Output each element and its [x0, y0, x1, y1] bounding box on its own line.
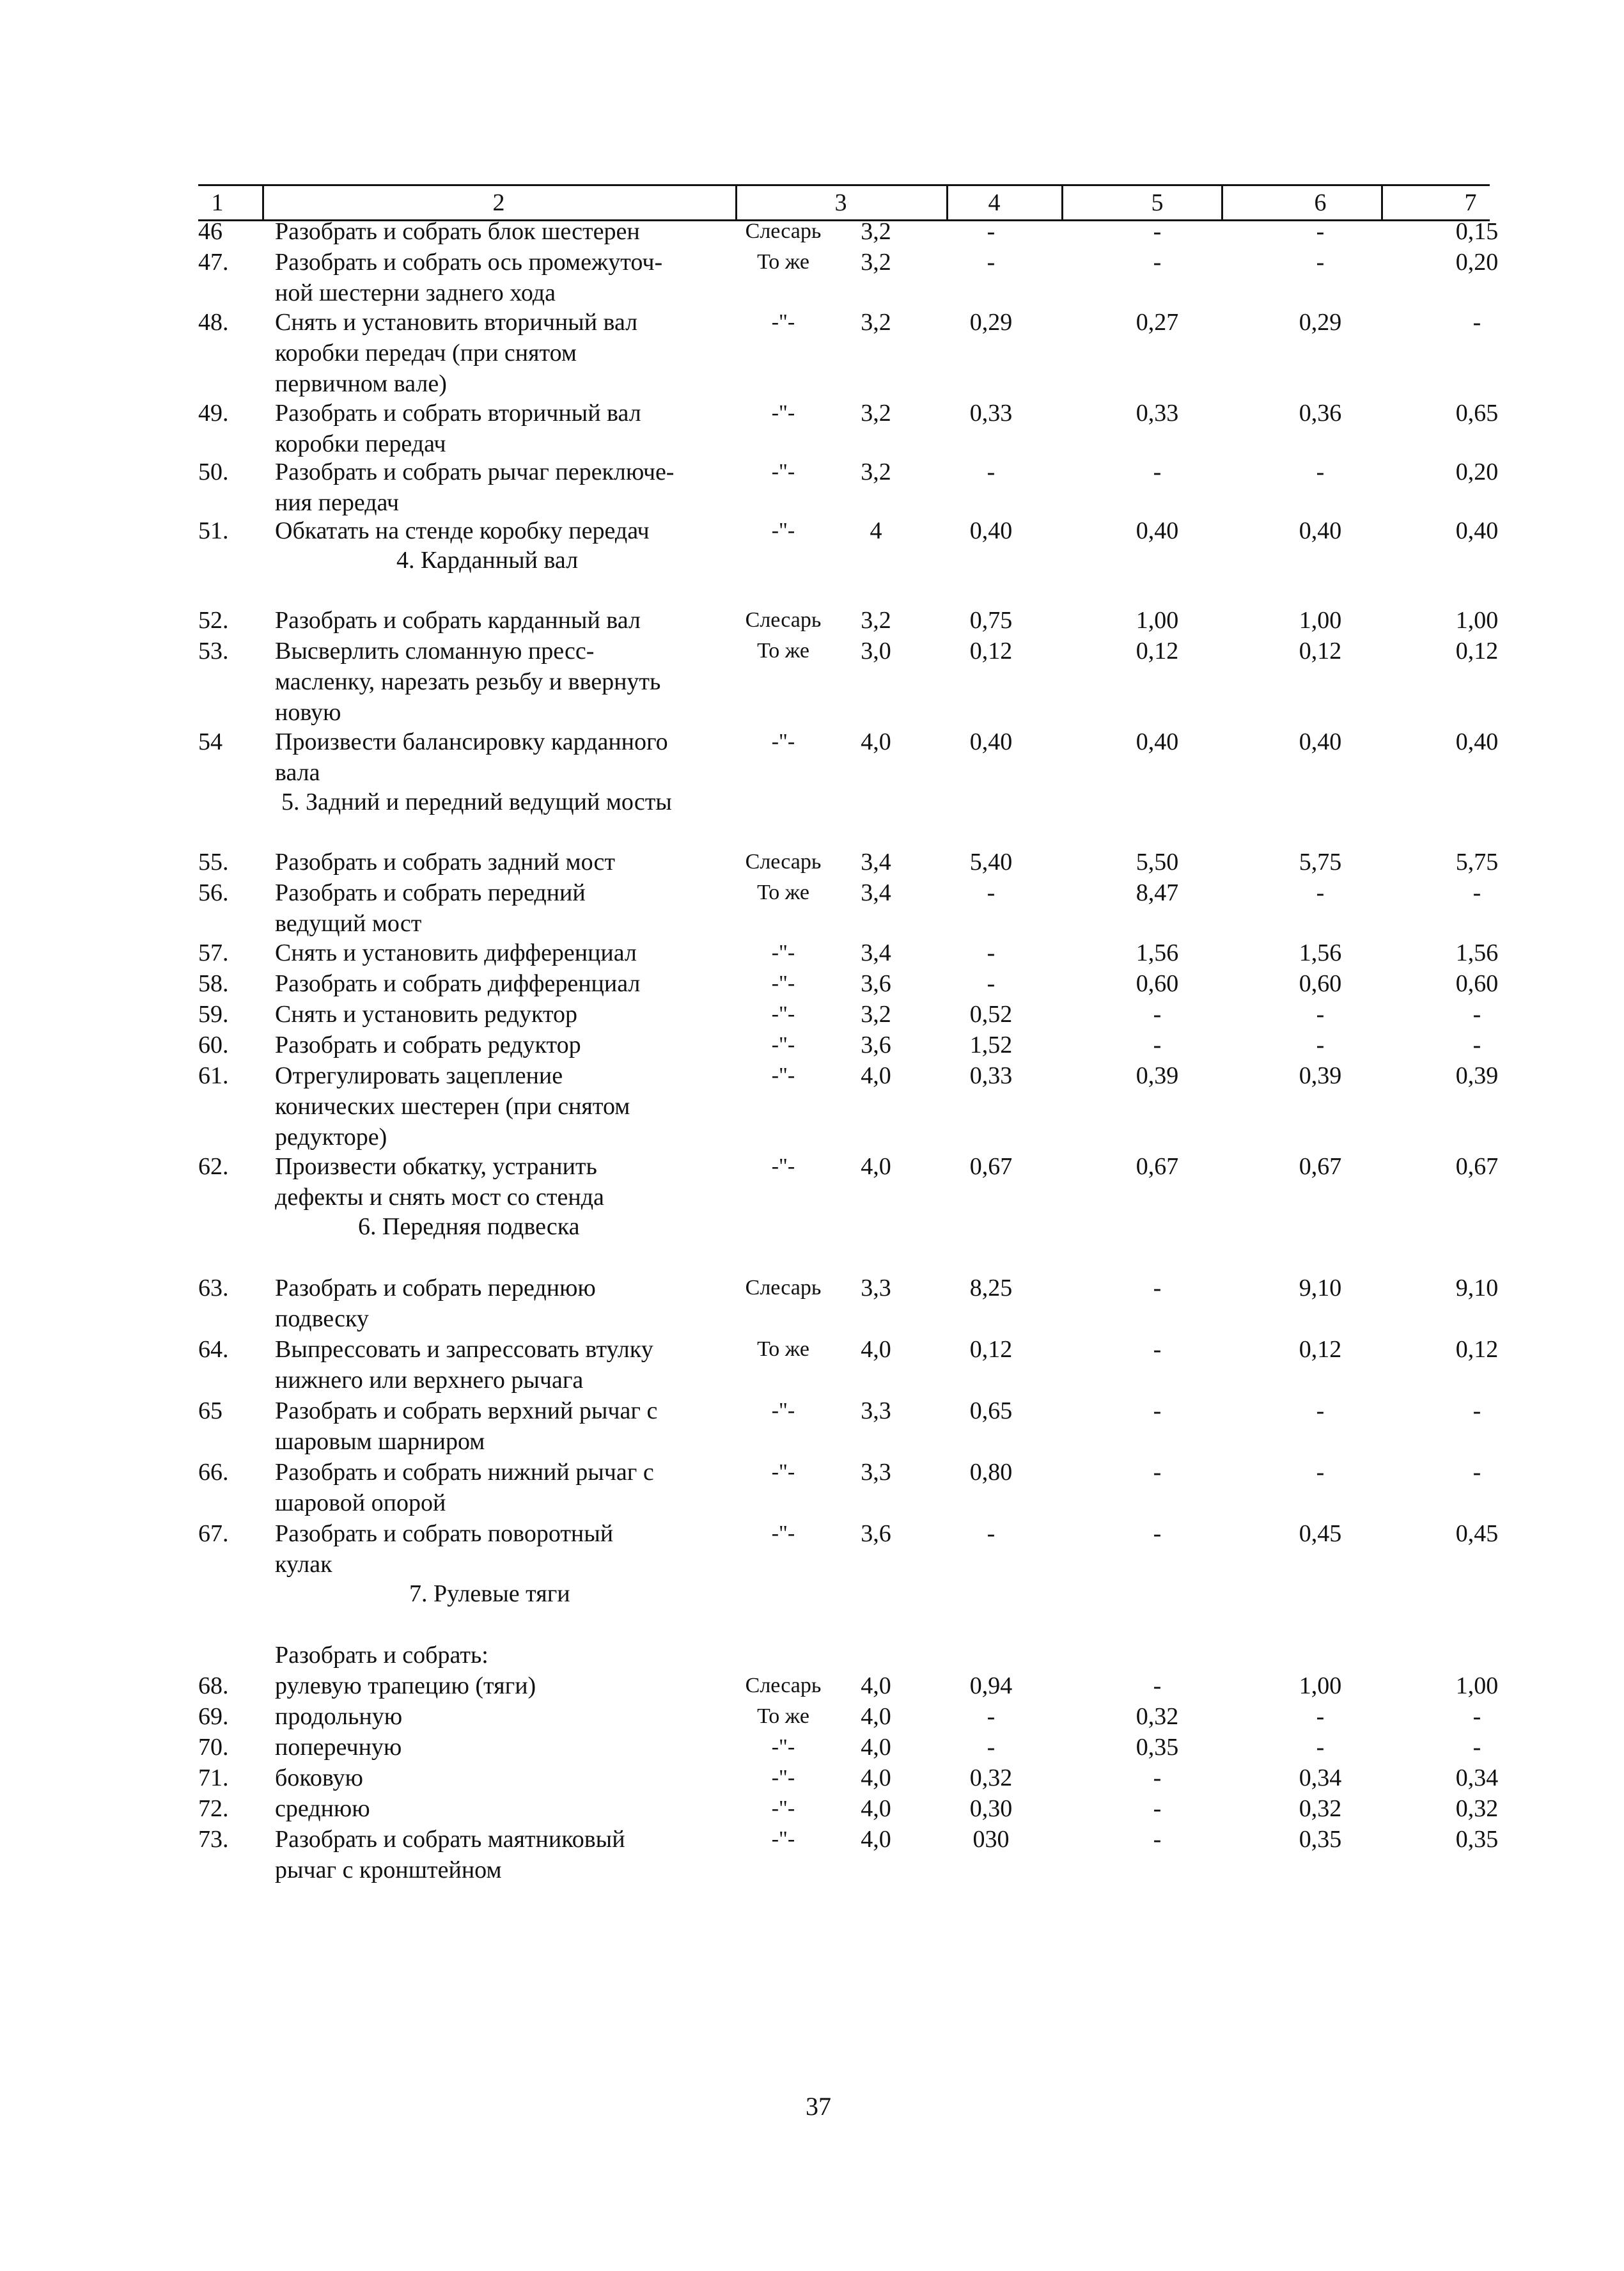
value-col-7: 0,34: [1455, 1764, 1499, 1791]
header-divider: [735, 186, 737, 219]
row-number: 72.: [198, 1795, 229, 1822]
operation-name-line: боковую: [275, 1764, 363, 1791]
value-col-6: 1,00: [1299, 1672, 1342, 1699]
value-col-4: 0,94: [969, 1672, 1013, 1699]
operation-name-line: Снять и установить редуктор: [275, 1001, 578, 1028]
value-col-7: 0,12: [1455, 1336, 1499, 1363]
operation-name-line: среднюю: [275, 1795, 370, 1822]
value-col-6: -: [1316, 1734, 1325, 1761]
operation-name-line: ния передач: [275, 489, 400, 516]
profession: -"-: [771, 401, 795, 425]
operation-name-line: Произвести обкатку, устранить: [275, 1153, 597, 1180]
row-number: 70.: [198, 1734, 229, 1761]
operation-name-line: коробки передач (при снятом: [275, 340, 577, 366]
value-col-6: 0,29: [1299, 309, 1342, 336]
value-col-5: 0,12: [1136, 638, 1179, 664]
operation-name: [275, 1334, 722, 1395]
header-divider: [262, 186, 264, 219]
value-col-5: 0,39: [1136, 1062, 1179, 1089]
grade: 3,6: [861, 970, 891, 997]
value-col-4: 0,33: [969, 1062, 1013, 1089]
value-col-7: 0,39: [1455, 1062, 1499, 1089]
profession: Слесарь: [745, 850, 822, 874]
row-number: 56.: [198, 879, 229, 906]
value-col-4: 0,65: [969, 1397, 1013, 1424]
value-col-5: -: [1153, 249, 1162, 276]
value-col-4: 0,32: [969, 1764, 1013, 1791]
header-cell: 1: [211, 189, 224, 216]
grade: 3,3: [861, 1397, 891, 1424]
value-col-7: 0,60: [1455, 970, 1499, 997]
value-col-5: 0,40: [1136, 517, 1179, 544]
value-col-4: -: [987, 218, 995, 245]
value-col-5: 0,40: [1136, 728, 1179, 755]
operation-name: [275, 307, 722, 399]
grade: 4,0: [861, 1672, 891, 1699]
value-col-7: -: [1472, 1001, 1481, 1028]
value-col-5: 1,56: [1136, 939, 1179, 966]
value-col-6: 0,12: [1299, 638, 1342, 664]
value-col-7: -: [1472, 309, 1481, 336]
grade: 3,3: [861, 1275, 891, 1301]
value-col-4: 030: [972, 1826, 1010, 1853]
operation-name-line: Разобрать и собрать маятниковый: [275, 1826, 625, 1853]
value-col-4: -: [987, 1703, 995, 1730]
operation-name-line: Произвести балансировку карданного: [275, 728, 668, 755]
value-col-4: 0,33: [969, 400, 1013, 427]
operation-name-line: поперечную: [275, 1734, 402, 1761]
value-col-4: 0,52: [969, 1001, 1013, 1028]
value-col-7: 0,20: [1455, 459, 1499, 485]
section-heading: 5. Задний и передний ведущий мосты: [281, 789, 672, 815]
operation-name-line: масленку, нарезать резьбу и ввернуть: [275, 668, 661, 695]
row-number: 66.: [198, 1459, 229, 1486]
value-col-6: -: [1316, 1397, 1325, 1424]
operation-name-line: Высверлить сломанную пресс-: [275, 638, 595, 664]
value-col-7: 0,67: [1455, 1153, 1499, 1180]
operation-name-line: Разобрать и собрать задний мост: [275, 849, 615, 876]
value-col-6: 0,12: [1299, 1336, 1342, 1363]
operation-name-line: рулевую трапецию (тяги): [275, 1672, 536, 1699]
value-col-5: -: [1153, 1764, 1162, 1791]
value-col-4: -: [987, 459, 995, 485]
profession: То же: [757, 1337, 809, 1361]
grade: 3,6: [861, 1520, 891, 1547]
operation-name-line: Разобрать и собрать вторичный вал: [275, 400, 641, 427]
operation-name: [275, 877, 722, 939]
grade: 3,4: [861, 939, 891, 966]
value-col-6: 0,39: [1299, 1062, 1342, 1089]
row-number: 57.: [198, 939, 229, 966]
value-col-5: -: [1153, 1001, 1162, 1028]
grade: 3,2: [861, 249, 891, 276]
profession: -"-: [771, 1796, 795, 1820]
profession: Слесарь: [745, 219, 822, 243]
operation-name-line: Разобрать и собрать:: [275, 1642, 488, 1669]
operation-name-line: ной шестерни заднего хода: [275, 279, 556, 306]
value-col-7: -: [1472, 1703, 1481, 1730]
operation-name-line: ведущий мост: [275, 910, 422, 937]
value-col-6: 5,75: [1299, 849, 1342, 876]
value-col-6: 1,00: [1299, 607, 1342, 634]
operation-name-line: Разобрать и собрать блок шестерен: [275, 218, 640, 245]
profession: Слесарь: [745, 1276, 822, 1300]
grade: 3,4: [861, 879, 891, 906]
row-number: 54: [198, 728, 223, 755]
value-col-6: -: [1316, 1001, 1325, 1028]
operation-name-line: рычаг с кронштейном: [275, 1857, 502, 1883]
value-col-7: 0,65: [1455, 400, 1499, 427]
value-col-6: 0,67: [1299, 1153, 1342, 1180]
value-col-5: 0,60: [1136, 970, 1179, 997]
operation-name: [275, 938, 722, 968]
value-col-4: -: [987, 879, 995, 906]
operation-name-line: шаровым шарниром: [275, 1428, 485, 1455]
value-col-7: 0,32: [1455, 1795, 1499, 1822]
row-number: 63.: [198, 1275, 229, 1301]
operation-name-line: дефекты и снять мост со стенда: [275, 1184, 604, 1211]
grade: 3,6: [861, 1032, 891, 1058]
grade: 4,0: [861, 1703, 891, 1730]
operation-name-line: Разобрать и собрать переднюю: [275, 1275, 596, 1301]
value-col-4: 0,75: [969, 607, 1013, 634]
operation-name-line: Разобрать и собрать передний: [275, 879, 586, 906]
profession: -"-: [771, 1064, 795, 1087]
profession: То же: [757, 881, 809, 904]
operation-name: [275, 999, 722, 1030]
value-col-7: 0,15: [1455, 218, 1499, 245]
operation-name: [275, 247, 722, 308]
operation-name: [275, 636, 722, 728]
value-col-7: 1,00: [1455, 607, 1499, 634]
profession: -"-: [771, 1002, 795, 1026]
value-col-4: 8,25: [969, 1275, 1013, 1301]
value-col-5: 0,32: [1136, 1703, 1179, 1730]
grade: 3,2: [861, 218, 891, 245]
header-cell: 3: [834, 189, 847, 216]
operation-name-line: Разобрать и собрать редуктор: [275, 1032, 581, 1058]
profession: -"-: [771, 1154, 795, 1178]
row-number: 64.: [198, 1336, 229, 1363]
value-col-4: 0,12: [969, 1336, 1013, 1363]
grade: 4,0: [861, 1795, 891, 1822]
value-col-6: 9,10: [1299, 1275, 1342, 1301]
value-col-4: 0,29: [969, 309, 1013, 336]
header-cell: 2: [492, 189, 505, 216]
value-col-6: 0,32: [1299, 1795, 1342, 1822]
row-number: 51.: [198, 517, 229, 544]
value-col-4: 0,67: [969, 1153, 1013, 1180]
value-col-7: 0,40: [1455, 517, 1499, 544]
operation-name: [275, 398, 722, 459]
value-col-7: 0,45: [1455, 1520, 1499, 1547]
row-number: 46: [198, 218, 223, 245]
row-number: 48.: [198, 309, 229, 336]
grade: 4,0: [861, 1336, 891, 1363]
operation-name: [275, 1030, 722, 1060]
value-col-6: -: [1316, 1703, 1325, 1730]
operation-name: [275, 1060, 722, 1152]
row-number: 68.: [198, 1672, 229, 1699]
profession: То же: [757, 250, 809, 274]
header-cell: 6: [1314, 189, 1327, 216]
value-col-7: 0,20: [1455, 249, 1499, 276]
grade: 4,0: [861, 1734, 891, 1761]
value-col-6: 0,40: [1299, 517, 1342, 544]
operation-name: [275, 1732, 722, 1763]
value-col-4: 0,80: [969, 1459, 1013, 1486]
row-number: 61.: [198, 1062, 229, 1089]
operation-name-line: шаровой опорой: [275, 1489, 446, 1516]
grade: 3,4: [861, 849, 891, 876]
row-number: 60.: [198, 1032, 229, 1058]
value-col-6: 0,40: [1299, 728, 1342, 755]
value-col-5: -: [1153, 1795, 1162, 1822]
row-number: 55.: [198, 849, 229, 876]
header-cell: 5: [1151, 189, 1164, 216]
grade: 4,0: [861, 1764, 891, 1791]
grade: 3,3: [861, 1459, 891, 1486]
operation-name-line: вала: [275, 759, 320, 786]
value-col-5: -: [1153, 218, 1162, 245]
operation-name-line: Разобрать и собрать ось промежуточ-: [275, 249, 663, 276]
operation-name: [275, 1273, 722, 1334]
operation-name: [275, 605, 722, 636]
value-col-5: -: [1153, 1032, 1162, 1058]
value-col-7: -: [1472, 1734, 1481, 1761]
row-number: 50.: [198, 459, 229, 485]
value-col-6: -: [1316, 218, 1325, 245]
value-col-4: 5,40: [969, 849, 1013, 876]
value-col-5: 0,33: [1136, 400, 1179, 427]
operation-name: [275, 847, 722, 877]
profession: -"-: [771, 519, 795, 542]
operation-name: [275, 1640, 722, 1670]
row-number: 52.: [198, 607, 229, 634]
profession: Слесарь: [745, 1674, 822, 1697]
row-number: 62.: [198, 1153, 229, 1180]
operation-name: [275, 1670, 722, 1701]
value-col-5: 0,27: [1136, 309, 1179, 336]
operation-name: [275, 1763, 722, 1793]
operation-name-line: Отрегулировать зацепление: [275, 1062, 563, 1089]
operation-name-line: нижнего или верхнего рычага: [275, 1367, 584, 1394]
value-col-5: -: [1153, 1397, 1162, 1424]
value-col-7: 0,40: [1455, 728, 1499, 755]
value-col-4: -: [987, 970, 995, 997]
header-divider: [946, 186, 948, 219]
profession: -"-: [771, 1521, 795, 1545]
operation-name: [275, 1793, 722, 1824]
operation-name-line: Снять и установить вторичный вал: [275, 309, 638, 336]
value-col-7: 0,35: [1455, 1826, 1499, 1853]
value-col-4: 0,40: [969, 517, 1013, 544]
grade: 3,2: [861, 1001, 891, 1028]
profession: -"-: [771, 1399, 795, 1422]
operation-name-line: редукторе): [275, 1124, 387, 1151]
value-col-6: 1,56: [1299, 939, 1342, 966]
operation-name-line: кулак: [275, 1551, 332, 1578]
profession: То же: [757, 639, 809, 663]
operation-name-line: новую: [275, 699, 341, 726]
profession: -"-: [771, 1827, 795, 1851]
operation-name-line: Разобрать и собрать дифференциал: [275, 970, 641, 997]
value-col-4: -: [987, 939, 995, 966]
header-cell: 7: [1464, 189, 1477, 216]
operation-name-line: Снять и установить дифференциал: [275, 939, 637, 966]
page-number: 37: [806, 2092, 831, 2121]
row-number: 58.: [198, 970, 229, 997]
value-col-6: -: [1316, 1032, 1325, 1058]
grade: 3,2: [861, 400, 891, 427]
value-col-5: -: [1153, 1336, 1162, 1363]
row-number: 59.: [198, 1001, 229, 1028]
value-col-4: -: [987, 1734, 995, 1761]
row-number: 73.: [198, 1826, 229, 1853]
operation-name-line: коробки передач: [275, 430, 446, 457]
value-col-7: -: [1472, 1397, 1481, 1424]
grade: 4: [870, 517, 882, 544]
value-col-4: -: [987, 249, 995, 276]
operation-name: [275, 1701, 722, 1732]
value-col-5: -: [1153, 459, 1162, 485]
value-col-4: 0,30: [969, 1795, 1013, 1822]
header-cell: 4: [988, 189, 1001, 216]
value-col-4: 0,40: [969, 728, 1013, 755]
value-col-7: 0,12: [1455, 638, 1499, 664]
header-divider: [1221, 186, 1223, 219]
row-number: 69.: [198, 1703, 229, 1730]
value-col-7: -: [1472, 1459, 1481, 1486]
grade: 4,0: [861, 1153, 891, 1180]
value-col-5: -: [1153, 1826, 1162, 1853]
grade: 4,0: [861, 1062, 891, 1089]
profession: То же: [757, 1704, 809, 1728]
value-col-7: -: [1472, 1032, 1481, 1058]
profession: -"-: [771, 310, 795, 334]
operation-name: [275, 515, 722, 546]
operation-name: [275, 1395, 722, 1457]
value-col-5: -: [1153, 1672, 1162, 1699]
section-heading: 4. Карданный вал: [396, 547, 579, 574]
operation-name: [275, 1457, 722, 1518]
operation-name: [275, 457, 722, 518]
value-col-4: 1,52: [969, 1032, 1013, 1058]
profession: Слесарь: [745, 608, 822, 632]
operation-name-line: Обкатать на стенде коробку передач: [275, 517, 650, 544]
row-number: 67.: [198, 1520, 229, 1547]
operation-name-line: подвеску: [275, 1305, 369, 1332]
operation-name-line: первичном вале): [275, 370, 447, 397]
value-col-5: 0,35: [1136, 1734, 1179, 1761]
profession: -"-: [771, 1033, 795, 1057]
value-col-7: 1,56: [1455, 939, 1499, 966]
operation-name: [275, 1824, 722, 1885]
value-col-5: 0,67: [1136, 1153, 1179, 1180]
value-col-5: 1,00: [1136, 607, 1179, 634]
operation-name: [275, 216, 722, 247]
grade: 4,0: [861, 728, 891, 755]
operation-name: [275, 968, 722, 999]
operation-name-line: Разобрать и собрать рычаг переключе-: [275, 459, 675, 485]
profession: -"-: [771, 1460, 795, 1484]
row-number: 71.: [198, 1764, 229, 1791]
value-col-5: 8,47: [1136, 879, 1179, 906]
operation-name-line: Разобрать и собрать нижний рычаг с: [275, 1459, 654, 1486]
row-number: 49.: [198, 400, 229, 427]
value-col-6: 0,36: [1299, 400, 1342, 427]
operation-name-line: конических шестерен (при снятом: [275, 1093, 630, 1120]
value-col-6: 0,60: [1299, 970, 1342, 997]
value-col-6: 0,45: [1299, 1520, 1342, 1547]
value-col-6: 0,34: [1299, 1764, 1342, 1791]
operation-name-line: Разобрать и собрать поворотный: [275, 1520, 614, 1547]
operation-name: [275, 1151, 722, 1213]
profession: -"-: [771, 1735, 795, 1759]
grade: 3,2: [861, 309, 891, 336]
grade: 3,2: [861, 459, 891, 485]
grade: 3,2: [861, 607, 891, 634]
grade: 3,0: [861, 638, 891, 664]
row-number: 65: [198, 1397, 223, 1424]
header-divider: [1381, 186, 1383, 219]
value-col-7: -: [1472, 879, 1481, 906]
operation-name: [275, 727, 722, 788]
profession: -"-: [771, 730, 795, 753]
section-heading: 6. Передняя подвеска: [358, 1213, 580, 1240]
row-number: 47.: [198, 249, 229, 276]
value-col-7: 1,00: [1455, 1672, 1499, 1699]
value-col-5: -: [1153, 1459, 1162, 1486]
value-col-6: -: [1316, 249, 1325, 276]
value-col-5: -: [1153, 1520, 1162, 1547]
operation-name: [275, 1518, 722, 1580]
value-col-4: -: [987, 1520, 995, 1547]
row-number: 53.: [198, 638, 229, 664]
section-heading: 7. Рулевые тяги: [409, 1580, 570, 1607]
profession: -"-: [771, 460, 795, 483]
operation-name-line: продольную: [275, 1703, 403, 1730]
profession: -"-: [771, 971, 795, 995]
value-col-6: -: [1316, 879, 1325, 906]
value-col-4: 0,12: [969, 638, 1013, 664]
value-col-6: 0,35: [1299, 1826, 1342, 1853]
operation-name-line: Разобрать и собрать карданный вал: [275, 607, 641, 634]
value-col-7: 5,75: [1455, 849, 1499, 876]
value-col-7: 9,10: [1455, 1275, 1499, 1301]
grade: 4,0: [861, 1826, 891, 1853]
header-divider: [1061, 186, 1063, 219]
profession: -"-: [771, 941, 795, 964]
value-col-5: 5,50: [1136, 849, 1179, 876]
operation-name-line: Разобрать и собрать верхний рычаг с: [275, 1397, 658, 1424]
value-col-6: -: [1316, 1459, 1325, 1486]
value-col-5: -: [1153, 1275, 1162, 1301]
operation-name-line: Выпрессовать и запрессовать втулку: [275, 1336, 653, 1363]
value-col-6: -: [1316, 459, 1325, 485]
profession: -"-: [771, 1766, 795, 1789]
